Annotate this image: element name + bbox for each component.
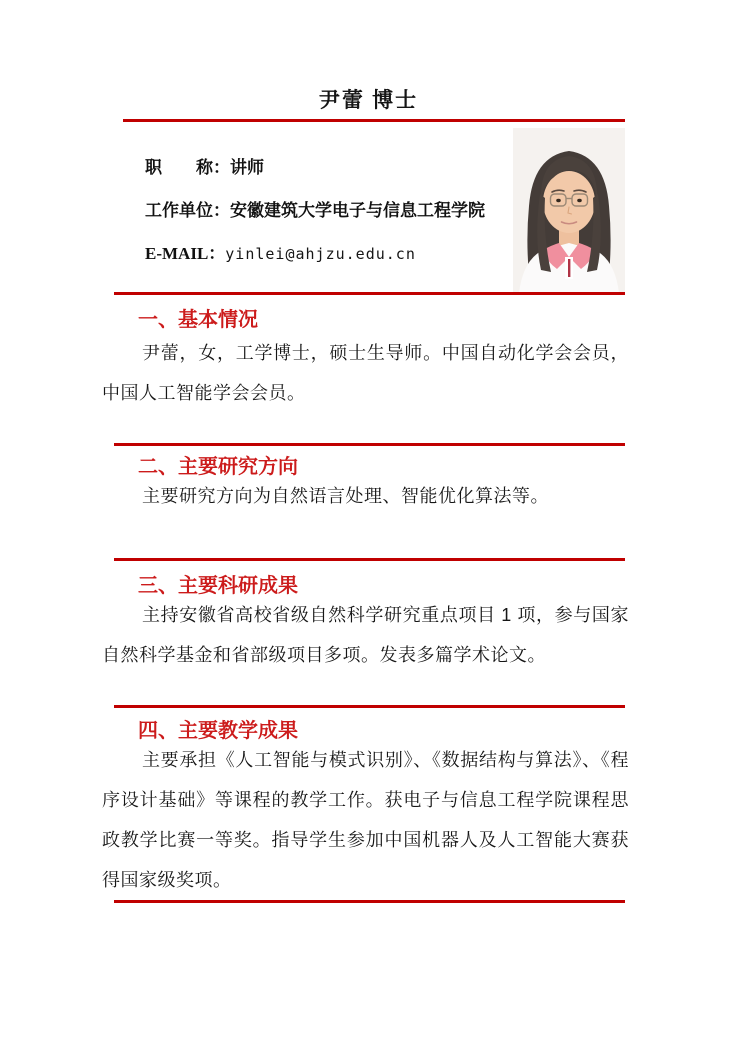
section-body-research-achievements: 主持安徽省高校省级自然科学研究重点项目 1 项，参与国家自然科学基金和省部级项目多项。发表多篇学术论文。 [102,605,629,665]
section-body-research-direction: 主要研究方向为自然语言处理、智能优化算法等。 [142,486,549,506]
red-divider-profile [114,292,625,295]
section-heading-research-direction: 二、主要研究方向 [138,456,298,478]
portrait-photo-icon [513,128,625,293]
title-value: 讲师 [230,158,264,177]
section-body-teaching-achievements: 主要承担《人工智能与模式识别》、《数据结构与算法》、《程序设计基础》等课程的教学工作。获电子与信息工程学院课程思政教学比赛一等奖。指导学生参加中国机器人及人工智能大赛获得国家级奖项。 [102,750,629,890]
workunit-value: 安徽建筑大学电子与信息工程学院 [230,201,485,220]
email-label: E-MAIL [145,244,209,263]
section-heading-research-achievements: 三、主要科研成果 [138,575,298,597]
red-divider-title [123,119,625,122]
section-heading-basic-info: 一、基本情况 [138,309,258,331]
red-divider-section-4 [114,705,625,708]
section-heading-teaching-achievements: 四、主要教学成果 [138,720,298,742]
profile-photo [513,128,625,293]
red-divider-section-3 [114,558,625,561]
red-divider-section-2 [114,443,625,446]
profile-row-email [145,239,416,264]
page-title: 尹蕾 博士 [318,88,419,112]
workunit-label: 工作单位： [145,201,230,220]
email-separator: ： [208,244,226,263]
email-value: yinlei@ahjzu.edu.cn [225,245,416,263]
section-body-basic-info: 尹蕾，女，工学博士，硕士生导师。中国自动化学会会员，中国人工智能学会会员。 [102,343,629,403]
profile-row-workunit [145,196,485,221]
red-divider-bottom [114,900,625,903]
title-label: 职 称： [145,158,230,177]
profile-row-title [145,153,264,178]
